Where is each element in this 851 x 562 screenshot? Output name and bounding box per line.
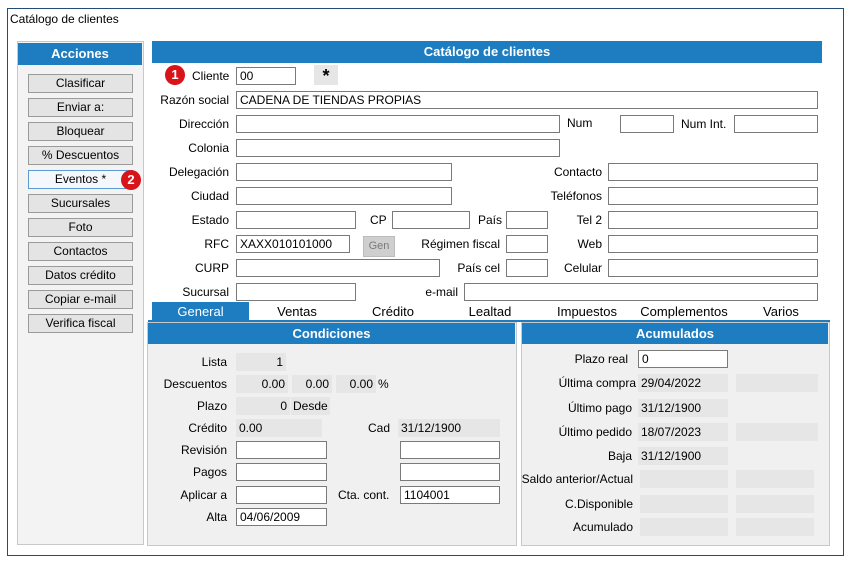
gen-button[interactable]: Gen [363, 236, 395, 257]
c-disponible-extra [736, 495, 814, 513]
revision-label: Revisión [180, 443, 227, 457]
num-label: Num [567, 116, 593, 130]
cta-cont-input[interactable]: 1104001 [400, 486, 500, 504]
desde-label: Desde [293, 399, 328, 413]
cp-label: CP [370, 213, 387, 227]
cad-label: Cad [368, 421, 391, 435]
acumulado-label: Acumulado [572, 520, 633, 534]
delegacion-input[interactable] [236, 163, 452, 181]
rfc-input[interactable]: XAXX010101000 [236, 235, 350, 253]
razon-social-input[interactable]: CADENA DE TIENDAS PROPIAS [236, 91, 818, 109]
ciudad-input[interactable] [236, 187, 452, 205]
email-input[interactable] [464, 283, 818, 301]
direccion-input[interactable] [236, 115, 560, 133]
pais-label: País [478, 213, 503, 227]
ultimo-pago-value: 31/12/1900 [638, 399, 728, 417]
revision-input-2[interactable] [400, 441, 500, 459]
acumulado-value [640, 518, 728, 536]
direccion-label: Dirección [178, 117, 229, 131]
datos-credito-button[interactable]: Datos crédito [28, 266, 133, 285]
revision-input[interactable] [236, 441, 327, 459]
plazo-real-label: Plazo real [574, 352, 628, 366]
delegacion-label: Delegación [168, 165, 229, 179]
credito-label: Crédito [188, 421, 227, 435]
pais-cel-input[interactable] [506, 259, 548, 277]
tel2-label: Tel 2 [576, 213, 602, 227]
asterisk-button[interactable]: * [314, 65, 338, 85]
plazo-value: 0 [236, 397, 290, 415]
tab-ventas[interactable]: Ventas [277, 304, 317, 319]
pagos-input[interactable] [236, 463, 327, 481]
colonia-input[interactable] [236, 139, 560, 157]
tab-general[interactable]: General [152, 302, 249, 321]
sucursales-button[interactable]: Sucursales [28, 194, 133, 213]
estado-input[interactable] [236, 211, 356, 229]
aplicar-a-input[interactable] [236, 486, 327, 504]
callout-badge-2: 2 [121, 170, 141, 190]
descuento-3: 0.00 [336, 375, 376, 393]
tel2-input[interactable] [608, 211, 818, 229]
contacto-label: Contacto [553, 165, 602, 179]
enviar-a-button[interactable]: Enviar a: [28, 98, 133, 117]
ultimo-pago-label: Último pago [567, 401, 632, 415]
alta-label: Alta [206, 510, 227, 524]
verifica-fiscal-button[interactable]: Verifica fiscal [28, 314, 133, 333]
tab-impuestos[interactable]: Impuestos [557, 304, 617, 319]
razon-social-label: Razón social [160, 93, 229, 107]
lista-value: 1 [236, 353, 286, 371]
sucursal-label: Sucursal [182, 285, 229, 299]
c-disponible-value [640, 495, 728, 513]
rfc-label: RFC [204, 237, 229, 251]
condiciones-heading: Condiciones [148, 323, 515, 344]
pagos-input-2[interactable] [400, 463, 500, 481]
pagos-label: Pagos [192, 465, 227, 479]
copiar-email-button[interactable]: Copiar e-mail [28, 290, 133, 309]
ultima-compra-label: Última compra [558, 376, 636, 390]
acumulado-extra [736, 518, 814, 536]
sucursal-input[interactable] [236, 283, 356, 301]
ultimo-pedido-label: Último pedido [558, 425, 632, 439]
saldo-actual-value [736, 470, 814, 488]
cliente-label: Cliente [192, 69, 230, 83]
eventos-button[interactable]: Eventos * [28, 170, 133, 189]
descuento-2: 0.00 [292, 375, 332, 393]
foto-button[interactable]: Foto [28, 218, 133, 237]
callout-badge-1: 1 [165, 65, 185, 85]
c-disponible-label: C.Disponible [564, 497, 633, 511]
saldo-label: Saldo anterior/Actual [521, 472, 633, 486]
tab-varios[interactable]: Varios [763, 304, 799, 319]
estado-label: Estado [191, 213, 229, 227]
num-int-input[interactable] [734, 115, 818, 133]
descuentos-button[interactable]: % Descuentos [28, 146, 133, 165]
num-input[interactable] [620, 115, 674, 133]
credito-value: 0.00 [236, 419, 322, 437]
cad-value: 31/12/1900 [398, 419, 500, 437]
ultima-compra-value: 29/04/2022 [638, 374, 728, 392]
pais-cel-label: País cel [457, 261, 500, 275]
celular-label: Celular [563, 261, 602, 275]
baja-value: 31/12/1900 [638, 447, 728, 465]
curp-input[interactable] [236, 259, 440, 277]
web-input[interactable] [608, 235, 818, 253]
email-label: e-mail [425, 285, 458, 299]
aplicar-a-label: Aplicar a [180, 488, 227, 502]
plazo-real-input[interactable]: 0 [638, 350, 728, 368]
cta-cont-label: Cta. cont. [338, 488, 390, 502]
telefonos-input[interactable] [608, 187, 818, 205]
pais-input[interactable] [506, 211, 548, 229]
cliente-input[interactable]: 00 [236, 67, 296, 85]
celular-input[interactable] [608, 259, 818, 277]
clasificar-button[interactable]: Clasificar [28, 74, 133, 93]
regimen-fiscal-input[interactable] [506, 235, 548, 253]
telefonos-label: Teléfonos [550, 189, 602, 203]
regimen-fiscal-label: Régimen fiscal [421, 237, 500, 251]
ultima-compra-extra [736, 374, 818, 392]
percent-label: % [378, 377, 389, 391]
ultimo-pedido-value: 18/07/2023 [638, 423, 728, 441]
ciudad-label: Ciudad [190, 189, 229, 203]
num-int-label: Num Int. [681, 117, 727, 131]
curp-label: CURP [194, 261, 229, 275]
descuento-1: 0.00 [236, 375, 288, 393]
cp-input[interactable] [392, 211, 470, 229]
lista-label: Lista [201, 355, 227, 369]
tab-complementos[interactable]: Complementos [640, 304, 728, 319]
web-label: Web [577, 237, 602, 251]
tab-credito[interactable]: Crédito [372, 304, 414, 319]
window-title: Catálogo de clientes [10, 12, 119, 26]
catalogo-heading: Catálogo de clientes [152, 41, 822, 63]
bloquear-button[interactable]: Bloquear [28, 122, 133, 141]
contactos-button[interactable]: Contactos [28, 242, 133, 261]
descuentos-label: Descuentos [163, 377, 227, 391]
acumulados-heading: Acumulados [522, 323, 828, 344]
acciones-heading: Acciones [18, 43, 142, 65]
alta-input[interactable]: 04/06/2009 [236, 508, 327, 526]
contacto-input[interactable] [608, 163, 818, 181]
saldo-anterior-value [640, 470, 728, 488]
tab-lealtad[interactable]: Lealtad [468, 304, 512, 319]
baja-label: Baja [607, 449, 632, 463]
plazo-label: Plazo [196, 399, 227, 413]
colonia-label: Colonia [188, 141, 229, 155]
ultimo-pedido-extra [736, 423, 818, 441]
